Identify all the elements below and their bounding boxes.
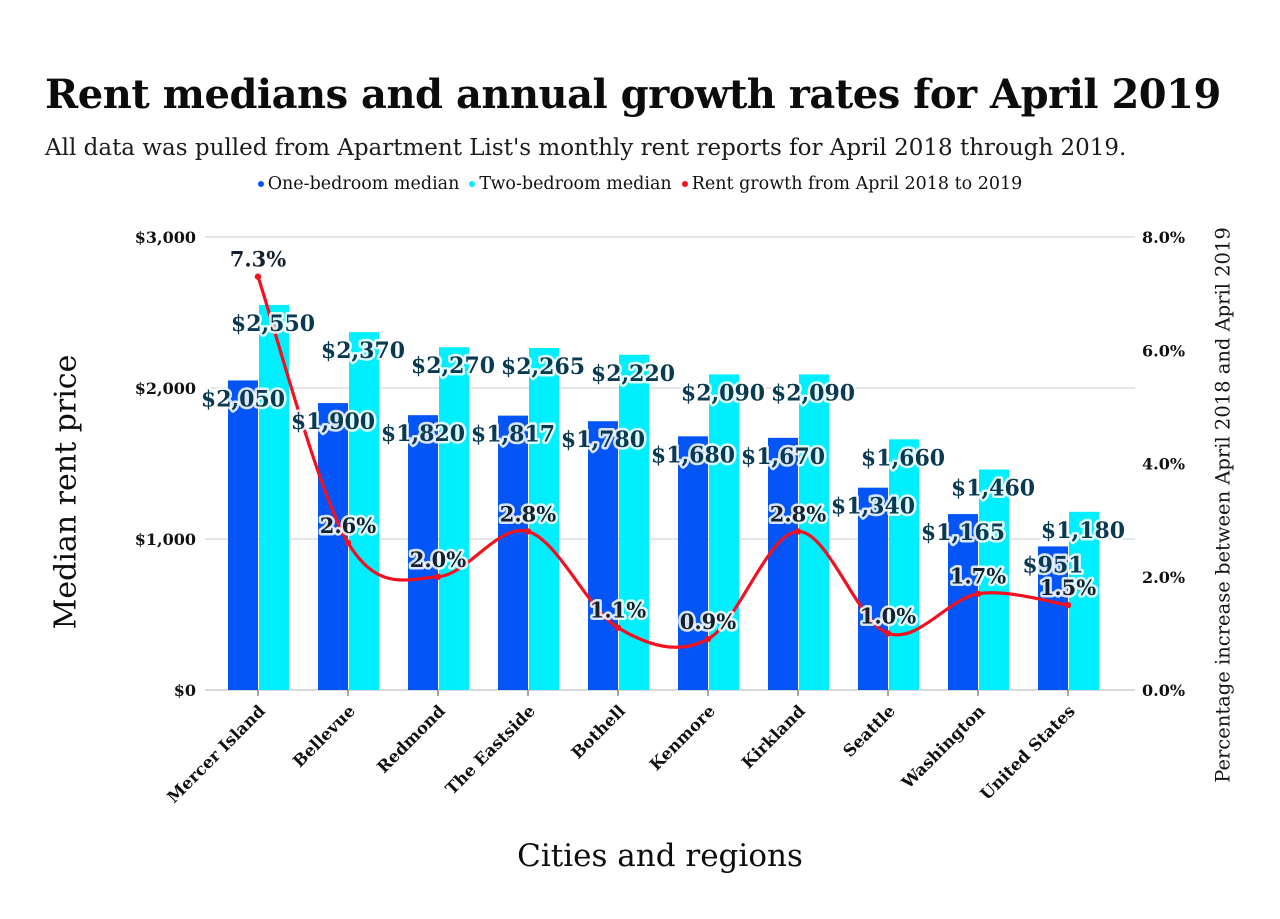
one-bedroom-value-label: $1,900 <box>290 409 376 436</box>
one-bedroom-bar <box>228 380 258 690</box>
category-label: Redmond <box>373 701 449 777</box>
rent-growth-point <box>525 528 531 534</box>
one-bedroom-bar <box>318 403 348 690</box>
percent-axis-tick-label: 0.0% <box>1142 681 1186 700</box>
growth-percent-label: 1.0% <box>859 603 917 629</box>
legend-label: Two-bedroom median <box>479 174 672 194</box>
rent-growth-point <box>975 591 981 597</box>
category-label: The Eastside <box>441 701 539 799</box>
right-axis-title: Percentage increase between April 2018 and April 2019 <box>1211 227 1235 783</box>
one-bedroom-value-label: $1,670 <box>740 443 826 470</box>
y-axis-tick-label: $2,000 <box>134 379 196 398</box>
y-axis-tick-label: $1,000 <box>134 530 196 549</box>
growth-percent-label: 2.8% <box>499 501 557 527</box>
rent-growth-point <box>255 273 261 279</box>
growth-percent-label: 7.3% <box>229 246 287 272</box>
two-bedroom-value-label: $2,220 <box>590 360 676 387</box>
one-bedroom-value-label: $1,680 <box>650 442 736 469</box>
one-bedroom-value-label: $1,780 <box>560 427 646 454</box>
rent-growth-point <box>615 625 621 631</box>
left-axis-title: Median rent price <box>48 354 84 630</box>
two-bedroom-value-label: $2,370 <box>320 338 406 365</box>
two-bedroom-value-label: $2,090 <box>680 380 766 407</box>
one-bedroom-bar <box>768 438 798 690</box>
two-bedroom-value-label: $2,090 <box>770 380 856 407</box>
two-bedroom-value-label: $1,180 <box>1040 517 1126 544</box>
one-bedroom-value-label: $1,820 <box>380 421 466 448</box>
page-subtitle: All data was pulled from Apartment List's monthly rent reports for April 2018 through 2019. <box>45 135 1127 161</box>
percent-axis-tick-label: 6.0% <box>1142 341 1186 361</box>
percent-axis-tick-label: 8.0% <box>1142 228 1186 247</box>
two-bedroom-value-label: $2,550 <box>230 310 316 337</box>
one-bedroom-value-label: $1,165 <box>920 520 1006 547</box>
percent-axis-tick-label: 2.0% <box>1142 567 1186 587</box>
category-label: Bellevue <box>289 701 359 772</box>
percent-axis-tick-label: 4.0% <box>1142 454 1186 474</box>
one-bedroom-value-label: $951 <box>1022 552 1084 579</box>
two-bedroom-bar <box>709 374 739 690</box>
growth-percent-label: 1.5% <box>1039 575 1097 601</box>
category-label: United States <box>976 701 1079 804</box>
two-bedroom-bar <box>349 332 379 690</box>
two-bedroom-value-label: $2,265 <box>500 353 586 380</box>
category-label: Bothell <box>567 701 629 763</box>
one-bedroom-bar <box>678 436 708 690</box>
category-label: Kirkland <box>737 701 809 773</box>
two-bedroom-value-label: $1,460 <box>950 475 1036 502</box>
page-title: Rent medians and annual growth rates for April 2019 <box>45 70 1221 118</box>
one-bedroom-value-label: $2,050 <box>200 386 286 413</box>
category-label: Mercer Island <box>163 701 269 807</box>
growth-percent-label: 2.6% <box>319 512 377 538</box>
two-bedroom-value-label: $2,270 <box>410 353 496 380</box>
two-bedroom-bar <box>889 439 919 690</box>
one-bedroom-bar <box>588 421 618 690</box>
y-axis-tick-label: $3,000 <box>134 228 196 247</box>
growth-percent-label: 1.7% <box>949 563 1007 589</box>
category-label: Washington <box>897 701 989 793</box>
legend-label: Rent growth from April 2018 to 2019 <box>691 174 1023 194</box>
y-axis-tick-label: $0 <box>173 681 196 700</box>
category-label: Seattle <box>839 701 899 761</box>
two-bedroom-bar <box>439 347 469 690</box>
rent-growth-point <box>435 574 441 580</box>
one-bedroom-value-label: $1,340 <box>830 493 916 520</box>
growth-percent-label: 2.0% <box>409 546 467 572</box>
legend-label: One-bedroom median <box>267 174 460 194</box>
one-bedroom-bar <box>498 416 528 690</box>
rent-growth-point <box>1065 602 1071 608</box>
rent-growth-point <box>705 636 711 642</box>
growth-percent-label: 0.9% <box>679 609 737 635</box>
growth-percent-label: 2.8% <box>769 501 827 527</box>
x-axis-title: Cities and regions <box>517 838 803 874</box>
growth-percent-label: 1.1% <box>589 597 647 623</box>
category-label: Kenmore <box>645 701 719 775</box>
rent-growth-point <box>345 540 351 546</box>
rent-growth-point <box>885 630 891 636</box>
one-bedroom-value-label: $1,817 <box>470 421 556 448</box>
rent-growth-point <box>795 528 801 534</box>
two-bedroom-value-label: $1,660 <box>860 445 946 472</box>
